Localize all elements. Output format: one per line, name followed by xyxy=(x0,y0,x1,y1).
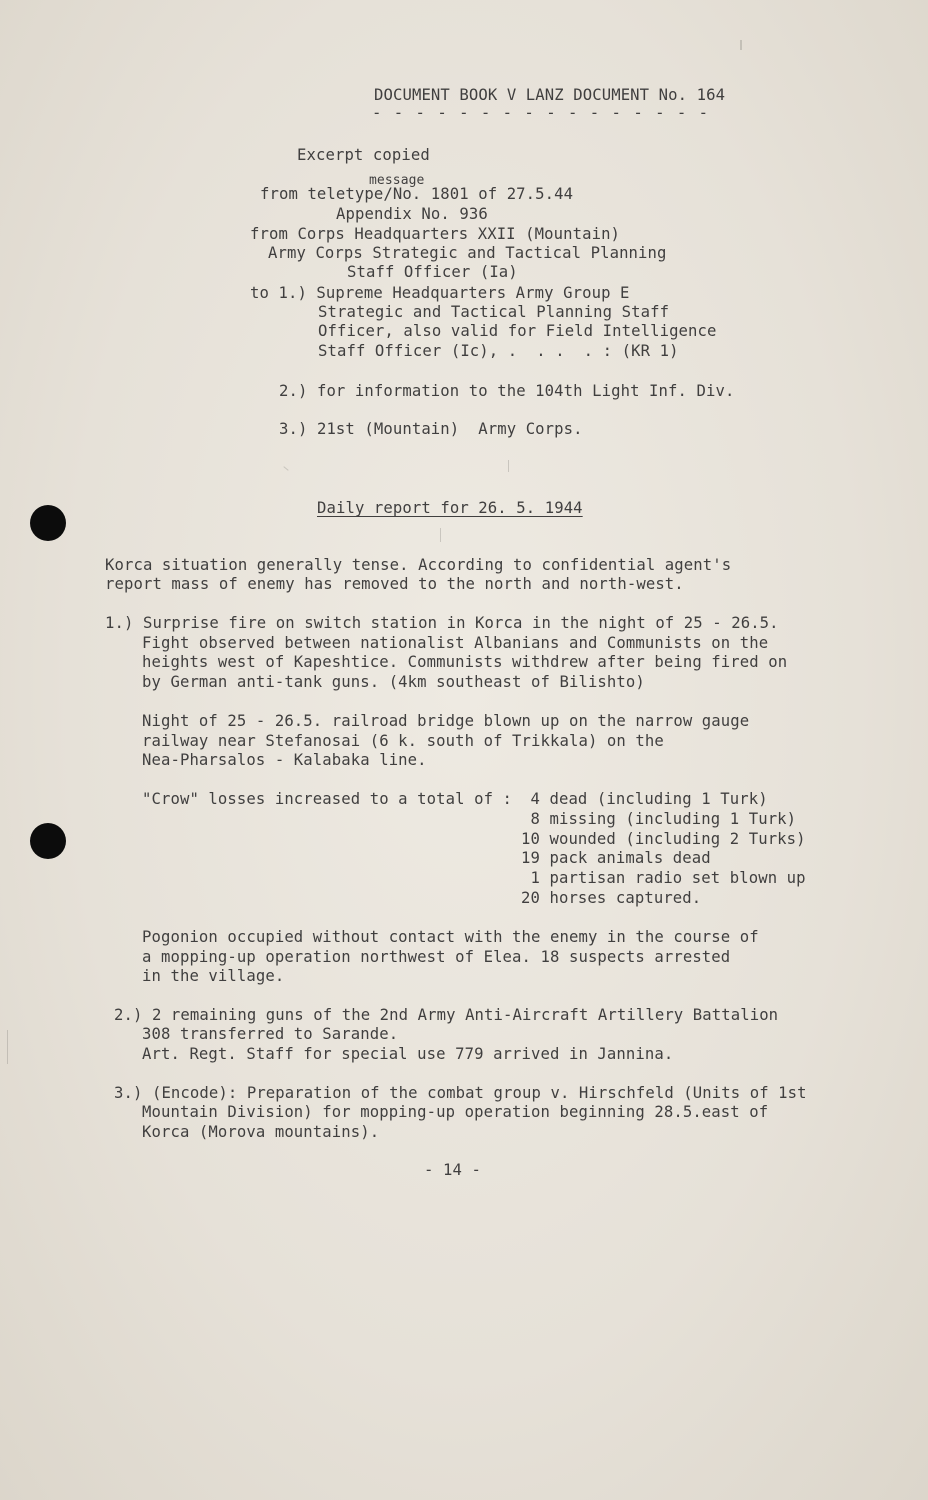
punch-hole xyxy=(30,823,66,859)
item-3-line-1: 3.) (Encode): Preparation of the combat group v. Hirschfeld (Units of 1st xyxy=(114,1084,807,1102)
item-1-line-4: by German anti-tank guns. (4km southeast of Bilishto) xyxy=(142,673,645,691)
intro-line-2: report mass of enemy has removed to the north and north-west. xyxy=(105,575,684,593)
item-2-line-1: 2.) 2 remaining guns of the 2nd Army Anti-Aircraft Artillery Battalion xyxy=(114,1006,779,1024)
loss-item: 19 pack animals dead xyxy=(521,849,711,867)
recipient-3: 3.) 21st (Mountain) Army Corps. xyxy=(279,420,583,438)
item-2-line-2: 308 transferred to Sarande. xyxy=(142,1025,399,1043)
staff-officer-line: Staff Officer (Ia) xyxy=(347,263,518,281)
item-1-line-3: heights west of Kapeshtice. Communists withdrew after being fired on xyxy=(142,653,788,671)
page-number: - 14 - xyxy=(424,1161,481,1179)
paper-speck xyxy=(283,466,288,471)
corps-hq-line: from Corps Headquarters XXII (Mountain) xyxy=(250,225,621,243)
appendix-line: Appendix No. 936 xyxy=(336,205,488,223)
item-2-line-3: Art. Regt. Staff for special use 779 arrived in Jannina. xyxy=(142,1045,674,1063)
item-3-line-3: Korca (Morova mountains). xyxy=(142,1123,380,1141)
loss-item: 4 dead (including 1 Turk) xyxy=(521,790,768,808)
bridge-line-3: Nea-Pharsalos - Kalabaka line. xyxy=(142,751,427,769)
loss-item: 1 partisan radio set blown up xyxy=(521,869,806,887)
recipient-2: 2.) for information to the 104th Light Inf. Div. xyxy=(279,382,735,400)
item-1-line-2: Fight observed between nationalist Albanians and Communists on the xyxy=(142,634,769,652)
pogonion-line-3: in the village. xyxy=(142,967,285,985)
pogonion-line-2: a mopping-up operation northwest of Elea. 18 suspects arrested xyxy=(142,948,731,966)
loss-item: 20 horses captured. xyxy=(521,889,702,907)
excerpt-heading: Excerpt copied xyxy=(297,146,430,164)
recipient-1-line4: Staff Officer (Ic), . . . . : (KR 1) xyxy=(318,342,679,360)
teletype-line: from teletype/No. 1801 of 27.5.44 xyxy=(260,185,574,203)
intro-line-1: Korca situation generally tense. According to confidential agent's xyxy=(105,556,732,574)
planning-line: Army Corps Strategic and Tactical Planning xyxy=(268,244,667,262)
paper-speck xyxy=(740,40,742,50)
paper-speck xyxy=(440,528,441,542)
pogonion-line-1: Pogonion occupied without contact with the enemy in the course of xyxy=(142,928,759,946)
loss-item: 8 missing (including 1 Turk) xyxy=(521,810,797,828)
recipient-1-line3: Officer, also valid for Field Intelligence xyxy=(318,322,717,340)
bridge-line-1: Night of 25 - 26.5. railroad bridge blown up on the narrow gauge xyxy=(142,712,750,730)
item-3-line-2: Mountain Division) for mopping-up operation beginning 28.5.east of xyxy=(142,1103,769,1121)
item-1-line-1: 1.) Surprise fire on switch station in Korca in the night of 25 - 26.5. xyxy=(105,614,779,632)
bridge-line-2: railway near Stefanosai (6 k. south of Trikkala) on the xyxy=(142,732,664,750)
document-header: DOCUMENT BOOK V LANZ DOCUMENT No. 164 xyxy=(374,86,726,104)
crow-losses-lead: "Crow" losses increased to a total of : xyxy=(142,790,513,808)
loss-item: 10 wounded (including 2 Turks) xyxy=(521,830,806,848)
punch-hole xyxy=(30,505,66,541)
recipient-1-line2: Strategic and Tactical Planning Staff xyxy=(318,303,670,321)
paper-speck xyxy=(508,460,509,472)
report-title: Daily report for 26. 5. 1944 xyxy=(317,499,583,517)
header-rule: - - - - - - - - - - - - - - - - xyxy=(372,104,710,122)
paper-speck xyxy=(7,1030,8,1064)
recipient-1: to 1.) Supreme Headquarters Army Group E xyxy=(250,284,630,302)
message-insert: message xyxy=(369,173,425,188)
